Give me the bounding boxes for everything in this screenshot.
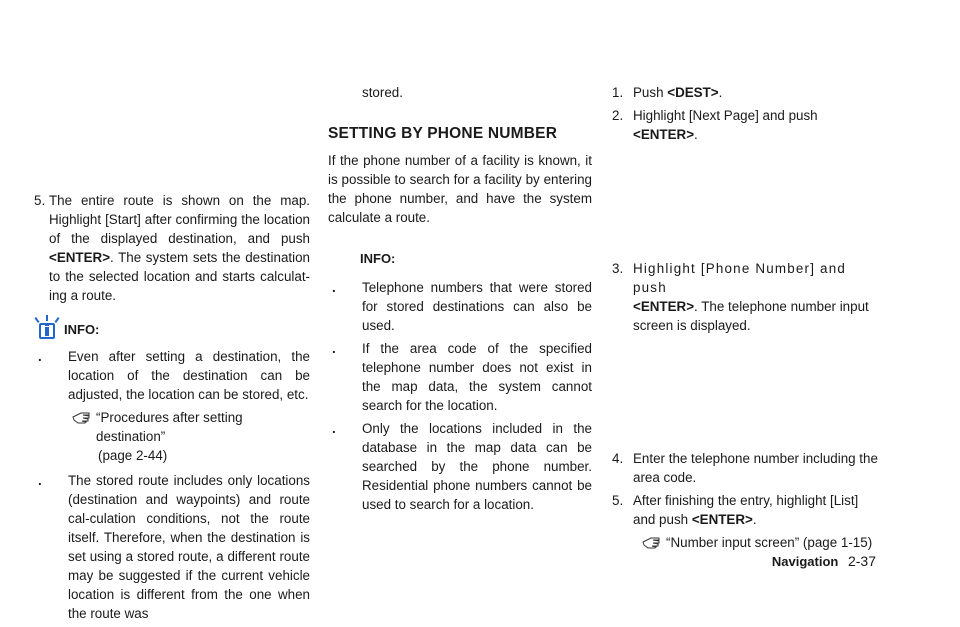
step-5-text-b: . The system sets the destination to the selected location and starts calculat-ing a route. [49,250,310,303]
intro-paragraph: If the phone number of a facility is known, it is possible to search for a facility by entering the phone number, and have the system calculate a route. [328,153,592,225]
info-label: INFO: [64,322,100,337]
bullet-item [34,347,310,404]
cross-reference-page: (page 2-44) [98,448,168,463]
info-header [34,317,310,339]
bullet-item [34,471,310,623]
cross-reference [612,533,882,552]
enter-key-label: <ENTER> [691,512,753,527]
section-heading: SETTING BY PHONE NUMBER [328,125,558,142]
bullet-text: If the area code of the specified telephone number does not exist in the map data, the system cannot search for the location. [362,341,592,413]
cross-reference-text: “Number input screen” (page 1-15) [666,535,873,550]
enter-key-label: <ENTER> [633,127,695,142]
step-1: 1. Push <DEST>. [612,85,723,100]
right-column [612,83,882,552]
section-name: Navigation [771,554,839,569]
step-5: 5. After finishing the entry, highlight [List] and push <ENTER>. [612,493,859,527]
bullet-dot: . [332,280,336,295]
bullet-dot: . [332,421,336,436]
step-2: 2. Highlight [Next Page] and push <ENTER>. [612,108,818,142]
info-icon [36,317,58,339]
page-number: 2-37 [847,553,876,569]
pointing-hand-icon [642,535,662,549]
bullet-item [328,419,592,514]
cross-reference [34,408,310,446]
bullet-dot: . [38,349,42,364]
page-footer [772,552,876,571]
left-column [34,191,310,627]
step-5-text-a: The entire route is shown on the map. Highlight [Start] after confirming the location of the displayed destination, and push [49,193,310,246]
bullet-item [328,278,592,335]
info-label: INFO: [360,251,396,266]
dest-key-label: <DEST> [667,85,719,100]
continued-text: stored. [362,85,403,100]
bullet-dot: . [38,473,42,488]
bullet-dot: . [332,341,336,356]
bullet-text: Only the locations included in the database in the map data can be searched by the phone number. Residential phone numbers cannot be used to search for a location. [362,421,592,512]
pointing-hand-icon [72,410,92,424]
cross-reference-text: “Procedures after setting destination” [96,410,243,444]
enter-key-label: <ENTER> [49,250,111,265]
step-4: 4. Enter the telephone number including the area code. [612,451,878,485]
bullet-text: Telephone numbers that were stored for stored destinations can also be used. [362,280,592,333]
enter-key-label: <ENTER> [633,299,695,314]
bullet-text: Even after setting a destination, the location of the destination can be adjusted, the location can be stored, etc. [68,349,310,402]
step-5-entire-route: 5. The entire route is shown on the map. Highlight [Start] after confirming the location of the displayed destination, and push <ENTER>. The system sets the destination to the selected location and starts calculat-ing a route. [34,193,310,303]
bullet-text: The stored route includes only locations (destination and waypoints) and route cal-culation conditions, not the route itself. Therefore, when the destination is set using a stored route, a different route may be suggested if the current vehicle location is different from the one when the route was [68,473,310,621]
middle-column [328,83,592,518]
bullet-item [328,339,592,415]
step-3: 3. Highlight [Phone Number] and push <ENTER>. The telephone number input screen is displayed. [612,261,869,333]
